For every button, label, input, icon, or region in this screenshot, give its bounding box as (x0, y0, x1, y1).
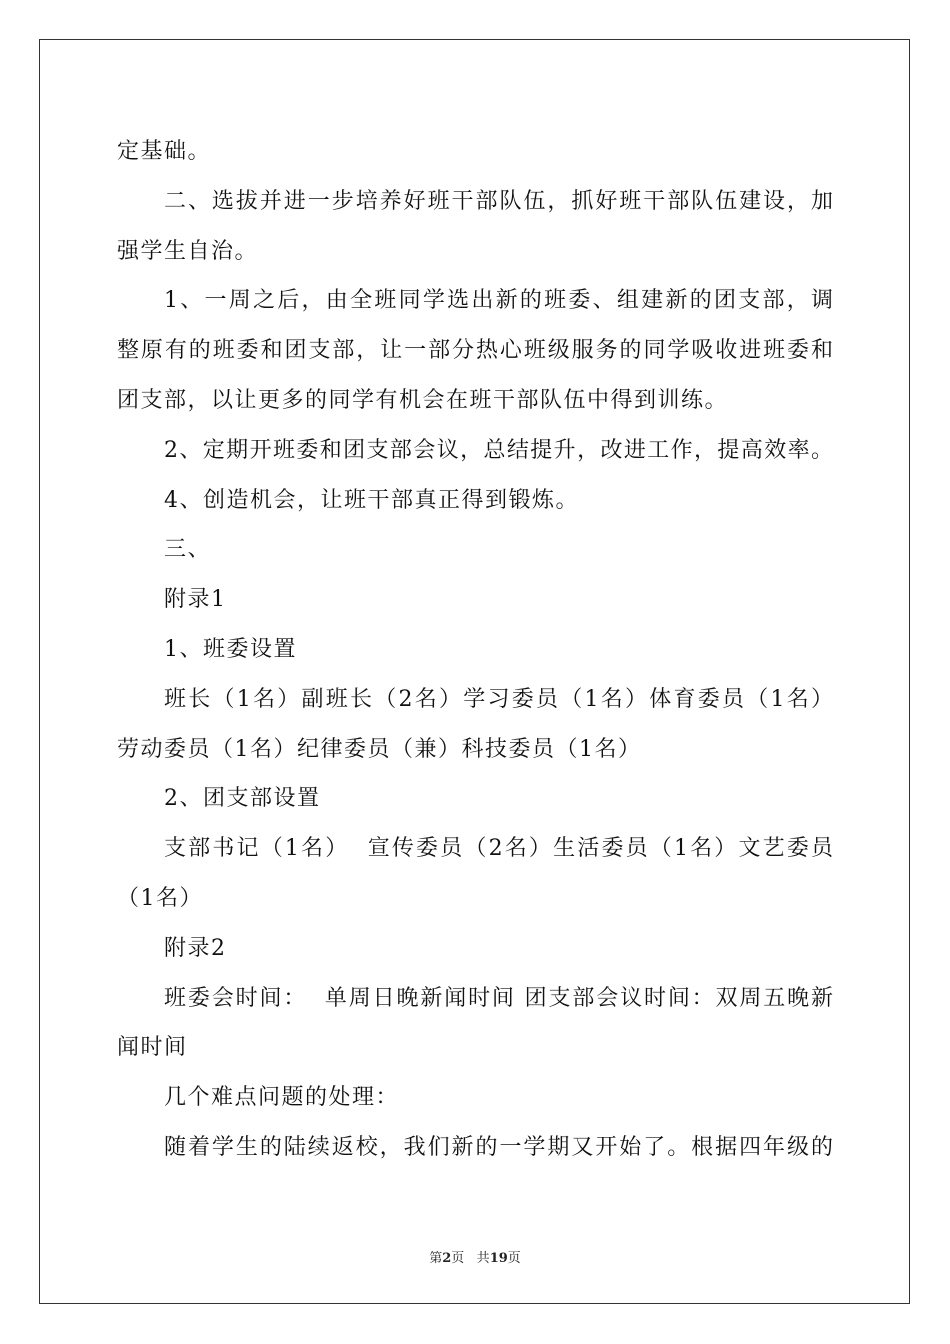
total-pages: 19 (489, 1251, 508, 1266)
paragraph-line: 4、创造机会，让班干部真正得到锻炼。 (164, 487, 579, 513)
appendix-heading: 附录1 (164, 587, 227, 613)
paragraph-line: 班长（1名）副班长（2名）学习委员（1名）体育委员（1名） (164, 686, 833, 712)
subsection-heading: 1、班委设置 (164, 636, 297, 662)
paragraph-line: 随着学生的陆续返校，我们新的一学期又开始了。根据四年级的 (164, 1134, 833, 1160)
page-label-suffix: 页 (451, 1251, 465, 1266)
paragraph-line: 几个难点问题的处理： (164, 1085, 400, 1111)
appendix-heading: 附录2 (164, 935, 227, 961)
paragraph-line: 团支部，以让更多的同学有机会在班干部队伍中得到训练。 (117, 387, 729, 413)
document-body (117, 127, 833, 1173)
paragraph-line: 支部书记（1名） 宣传委员（2名）生活委员（1名）文艺委员 (164, 836, 833, 862)
section-heading: 三、 (164, 537, 212, 563)
total-label-prefix: 共 (476, 1251, 490, 1266)
total-label-suffix: 页 (507, 1251, 521, 1266)
paragraph-line: （1名） (117, 885, 203, 911)
paragraph-line: 定基础。 (117, 139, 212, 164)
paragraph-line: 班委会时间： 单周日晚新闻时间 团支部会议时间：双周五晚新 (164, 985, 833, 1011)
subsection-heading: 2、团支部设置 (164, 786, 321, 812)
paragraph-line: 2、定期开班委和团支部会议，总结提升，改进工作，提高效率。 (164, 437, 833, 463)
page-number: 2 (442, 1251, 452, 1266)
paragraph-line: 整原有的班委和团支部，让一部分热心班级服务的同学吸收进班委和 (117, 338, 833, 364)
paragraph-line: 1、一周之后，由全班同学选出新的班委、组建新的团支部，调 (164, 288, 833, 314)
paragraph-line: 劳动委员（1名）纪律委员（兼）科技委员（1名） (117, 736, 642, 762)
paragraph-line: 强学生自治。 (117, 238, 259, 264)
paragraph-line: 闻时间 (117, 1035, 188, 1061)
page-label-prefix: 第 (429, 1251, 443, 1266)
page-footer (0, 1247, 950, 1266)
paragraph-line: 二、选拔并进一步培养好班干部队伍，抓好班干部队伍建设，加 (164, 188, 833, 214)
